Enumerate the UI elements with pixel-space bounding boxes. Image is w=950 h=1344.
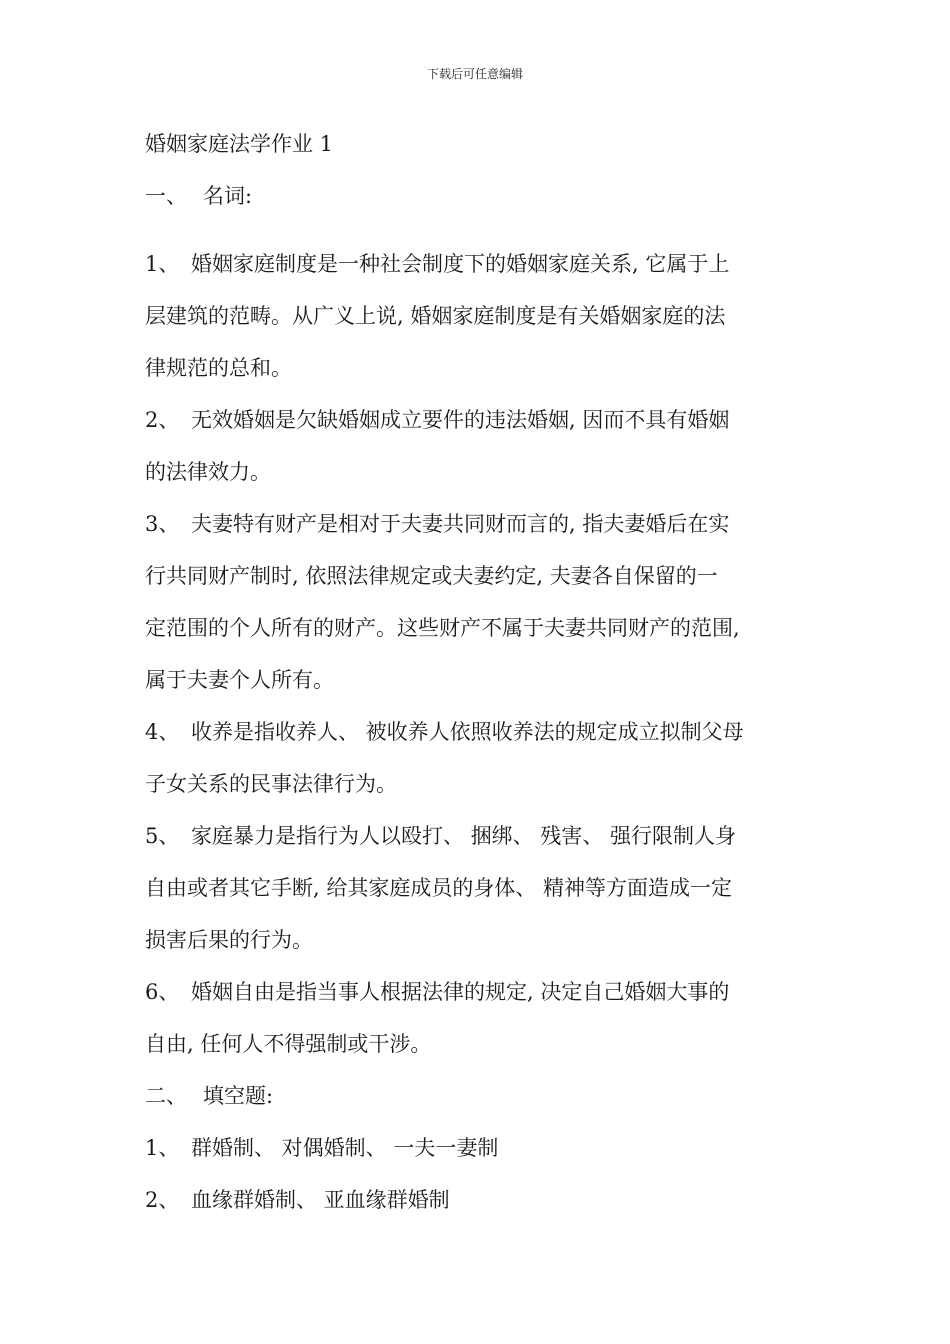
item-text: 子女关系的民事法律行为。 [145,772,397,796]
item-text: 婚姻家庭制度是一种社会制度下的婚姻家庭关系, 它属于上 [191,252,730,276]
item-number: 1、 [145,252,180,276]
list-item [145,394,810,498]
item-text: 律规范的总和。 [145,356,292,380]
item-number: 3、 [145,512,180,536]
section-number: 一、 [145,184,187,208]
list-item [145,706,810,810]
item-number: 4、 [145,720,180,744]
page-header: 下载后可任意编辑 [426,67,523,81]
item-text: 行共同财产制时, 依照法律规定或夫妻约定, 夫妻各自保留的一 [145,564,718,588]
item-text: 损害后果的行为。 [145,928,313,952]
list-item [145,1122,810,1174]
fill-blank-list [145,1122,810,1226]
item-number: 6、 [145,980,180,1004]
item-text: 自由, 任何人不得强制或干涉。 [145,1032,432,1056]
item-text: 自由或者其它手断, 给其家庭成员的身体、 精神等方面造成一定 [145,876,733,900]
section-label: 填空题: [203,1084,274,1108]
list-item [145,810,810,966]
item-text: 群婚制、 对偶婚制、 一夫一妻制 [191,1136,499,1160]
list-item [145,238,810,394]
section-label: 名词: [203,184,253,208]
item-text: 无效婚姻是欠缺婚姻成立要件的违法婚姻, 因而不具有婚姻 [191,408,730,432]
item-text: 夫妻特有财产是相对于夫妻共同财而言的, 指夫妻婚后在实 [191,512,730,536]
list-item [145,1174,810,1226]
section-heading-2 [145,1070,810,1122]
item-text: 血缘群婚制、 亚血缘群婚制 [191,1188,450,1212]
item-text: 层建筑的范畴。从广义上说, 婚姻家庭制度是有关婚姻家庭的法 [145,304,726,328]
item-text: 家庭暴力是指行为人以殴打、 捆绑、 残害、 强行限制人身 [191,824,737,848]
item-number: 2、 [145,1188,180,1212]
item-number: 1、 [145,1136,180,1160]
item-text: 定范围的个人所有的财产。这些财产不属于夫妻共同财产的范围, [145,616,740,640]
definitions-list [145,238,810,1070]
section-heading-1 [145,170,810,222]
section-number: 二、 [145,1084,187,1108]
document-body [145,118,810,1226]
list-item [145,966,810,1070]
item-number: 5、 [145,824,180,848]
list-item [145,498,810,706]
item-text: 婚姻自由是指当事人根据法律的规定, 决定自己婚姻大事的 [191,980,730,1004]
item-text: 的法律效力。 [145,460,271,484]
item-text: 属于夫妻个人所有。 [145,668,334,692]
item-text: 收养是指收养人、 被收养人依照收养法的规定成立拟制父母 [191,720,744,744]
item-number: 2、 [145,408,180,432]
document-title: 婚姻家庭法学作业 1 [145,132,334,156]
